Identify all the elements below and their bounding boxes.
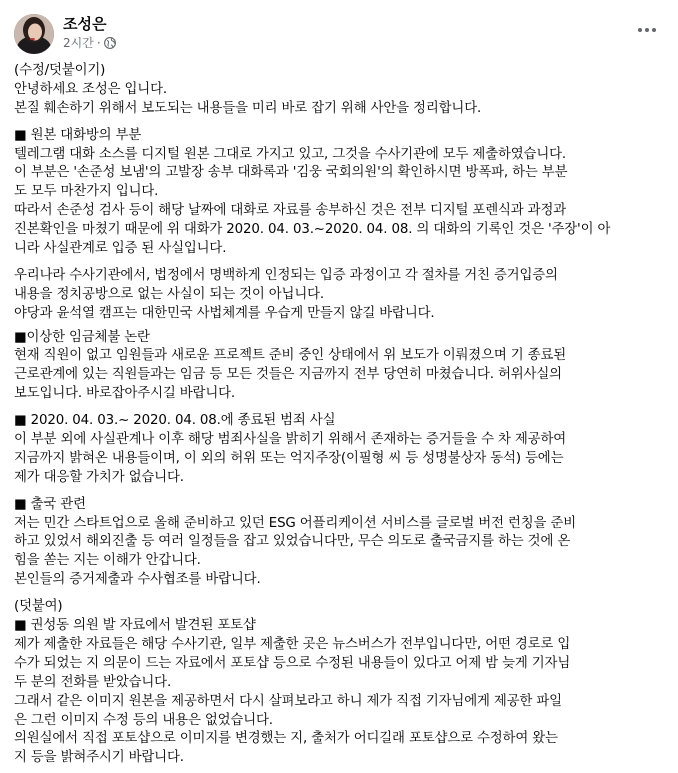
section-heading: ■ 원본 대화방의 부분 (14, 127, 142, 143)
post-line: 진본확인을 마쳤기 때문에 위 대화가 2020. 04. 03.~2020. 04. 08. 의 대화의 기록인 것은 '주장'이 아 (14, 222, 611, 238)
post-line: 니라 사실관계로 입증 된 사실입니다. (14, 241, 227, 257)
post-line: 제가 대응할 가치가 없습니다. (14, 469, 184, 485)
globe-icon[interactable] (104, 37, 116, 49)
post-line: 현재 직원이 없고 임원들과 새로운 프로젝트 준비 중인 상태에서 위 보도가 이뤄졌으며 기 종료된 (14, 348, 567, 364)
post-line: (덧붙여) (14, 599, 63, 615)
post-line: 저는 민간 스타트업으로 올해 준비하고 있던 ESG 어플리케이션 서비스를 글로벌 버전 런칭을 준비 (14, 515, 577, 531)
post-line: 본인들의 증거제출과 수사협조를 바랍니다. (14, 572, 261, 588)
post-line: 텔레그램 대화 소스를 디지털 원본 그대로 가지고 있고, 그것을 수사기관에 모두 제출하였습니다. (14, 146, 567, 162)
section-heading: ■ 2020. 04. 03.~ 2020. 04. 08.에 종료된 범죄 사실 (14, 413, 336, 429)
post-line: 근로관계에 있는 직원들과는 임금 등 모든 것들은 지금까지 전부 당연히 마쳤습니다. 허위사실의 (14, 367, 562, 383)
post-body (14, 62, 664, 768)
post-line: 우리나라 수사기관에서, 법정에서 명백하게 인정되는 입증 과정이고 각 절차를 거친 증거입증의 (14, 267, 558, 283)
post-line: 본질 훼손하기 위해서 보도되는 내용들을 미리 바로 잡기 위해 사안을 정리합니다. (14, 100, 482, 116)
post-line: 지 등을 밝혀주시기 바랍니다. (14, 750, 184, 766)
post-line: 내용을 정치공방으로 없는 사실이 되는 것이 아닙니다. (14, 286, 325, 302)
post-line: (수정/덧붙이기) (14, 63, 106, 78)
post-meta (63, 35, 116, 51)
section-heading: ■ 권성동 의원 발 자료에서 발견된 포토샵 (14, 618, 256, 634)
post-line: 도 모두 마찬가지 입니다. (14, 184, 159, 200)
more-options-icon[interactable] (632, 20, 662, 40)
post-line: 이 부분은 '손준성 보냄'의 고발장 송부 대화록과 '김웅 국회의원'의 확인하시면 방폭파, 하는 부분 (14, 165, 568, 181)
post-line: 안녕하세요 조성은 입니다. (14, 81, 167, 97)
post-line: 이 부분 외에 사실관계나 이후 해당 범죄사실을 밝히기 위해서 존재하는 증거들을 수 차 제공하여 (14, 432, 567, 448)
post-line: 힘을 쏟는 지는 이해가 안갑니다. (14, 553, 201, 569)
post-header (14, 14, 664, 58)
post-line: 제가 제출한 자료들은 해당 수사기관, 일부 제출한 곳은 뉴스버스가 전부입니다만, 어떤 경로로 입 (14, 636, 571, 652)
section-heading: ■이상한 임금체불 논란 (14, 329, 150, 345)
post-line: 의원실에서 직접 포토샵으로 이미지를 변경했는 지, 출처가 어디길래 포토샵으로 수정하여 왔는 (14, 731, 558, 747)
post-line: 따라서 손준성 검사 등이 해당 날짜에 대화로 자료를 송부하신 것은 전부 디지털 포렌식과 과정과 (14, 203, 567, 219)
section-heading: ■ 출국 관련 (14, 496, 86, 512)
post-time[interactable]: 2시간 (63, 36, 94, 50)
meta-separator: · (96, 36, 101, 50)
post-line: 지금까지 밝혀온 내용들이며, 이 외의 허위 또는 억지주장(이필형 씨 등 성명불상자 동석) 등에는 (14, 450, 564, 466)
post-line: 하고 있었서 해외진출 등 여러 일정들을 잡고 있었습니다만, 무슨 의도로 출국금지를 하는 것에 온 (14, 534, 571, 550)
post-line: 그래서 같은 이미지 원본을 제공하면서 다시 살펴보라고 하니 제가 직접 기자님에게 제공한 파일 (14, 693, 562, 709)
post-line: 보도입니다. 바로잡아주시길 바랍니다. (14, 386, 235, 402)
post-line: 야당과 윤석열 캠프는 대한민국 사법체계를 우습게 만들지 않길 바랍니다. (14, 305, 435, 321)
post-line: 은 그런 이미지 수정 등의 내용은 없었습니다. (14, 712, 273, 728)
avatar[interactable] (14, 14, 54, 54)
author-name[interactable]: 조성은 (63, 15, 107, 33)
post-line: 수가 되었는 지 의문이 드는 자료에서 포토샵 등으로 수정된 내용들이 있다고 어제 밤 늦게 기자님 (14, 655, 571, 671)
post-line: 두 분의 전화를 받았습니다. (14, 674, 172, 690)
